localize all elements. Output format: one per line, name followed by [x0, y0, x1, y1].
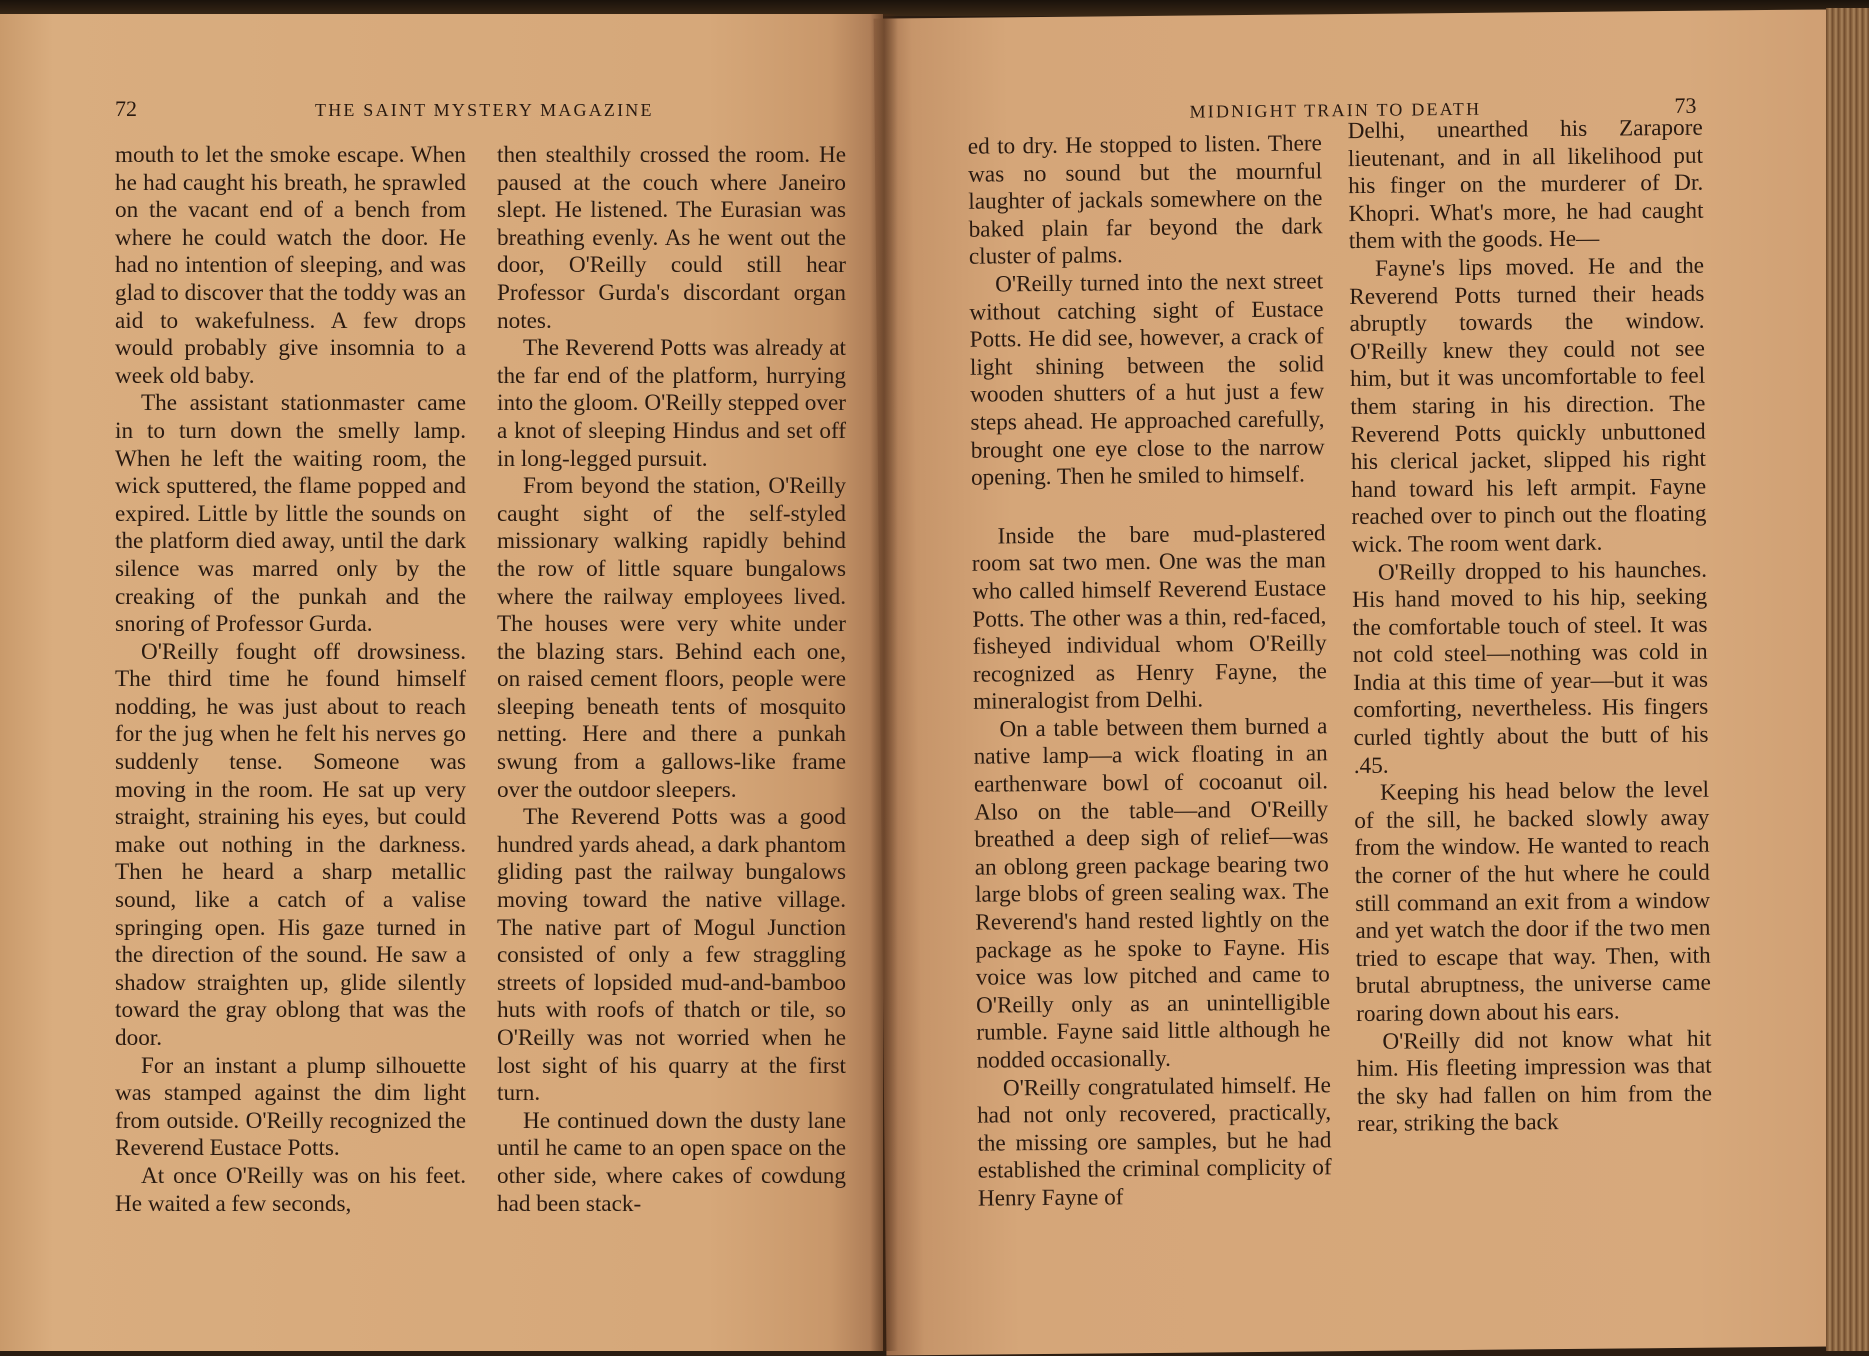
paragraph: O'Reilly turned into the next street without catching sight of Eustace Potts. He did see, however, a crack of light shining between the solid wooden shutters of a hut just a few steps ahead. He approached carefully, brought one eye close to the narrow opening. Then he smiled to himself. [969, 268, 1325, 491]
left-running-head: THE SAINT MYSTERY MAGAZINE [315, 100, 654, 120]
left-page-number: 72 [115, 96, 137, 121]
paragraph: The Reverend Potts was already at the far end of the platform, hurrying into the gloom. O'Reilly stepped over a knot of sleeping Hindus and set off in long-legged pursuit. [497, 335, 846, 472]
page-edge-stack [1826, 8, 1869, 1351]
paragraph: ed to dry. He stopped to listen. There was no sound but the mournful laughter of jackals somewhere on the baked plain far beyond the dark cluster of palms. [967, 130, 1323, 271]
right-page [874, 9, 1842, 1355]
paragraph: He continued down the dusty lane until he came to an open space on the other side, where cakes of cowdung had been stack- [497, 1107, 846, 1217]
left-column-1 [115, 142, 466, 1218]
paragraph: then stealthily crossed the room. He paused at the couch where Janeiro slept. He listened. The Eurasian was breathing evenly. As he went out the door, O'Reilly could still hear Professor Gurda's discordant organ notes. [497, 142, 846, 334]
paragraph: The Reverend Potts was a good hundred yards ahead, a dark phantom gliding past the railway bungalows moving toward the native village. The native part of Mogul Junction consisted of only a few straggling streets of lopsided mud-and-bamboo huts with roofs of thatch or tile, so O'Reilly was not worried when he lost sight of his quarry at the first turn. [497, 804, 846, 1107]
paragraph: Delhi, unearthed his Zarapore lieutenant, and in all likelihood put his finger on the murderer of Dr. Khopri. What's more, he had caught them with the goods. He— [1347, 114, 1704, 255]
left-page [0, 14, 883, 1351]
paragraph: Keeping his head below the level of the sill, he backed slowly away from the window. He wanted to reach the corner of the hut where he could still command an exit from a window and yet watch the door if the two men tried to escape that way. Then, with brutal abruptness, the universe came roaring down about his ears. [1354, 776, 1712, 1028]
paragraph: On a table between them burned a native lamp—a wick floating in an earthenware bowl of cocoanut oil. Also on the table—and O'Reilly breathed a deep sigh of relief—was an oblong green package bearing two large blobs of green sealing wax. The Reverend's hand rested lightly on the package as he spoke to Fayne. His voice was low pitched and came to O'Reilly only as an unintelligible rumble. Fayne said little although he nodded occasionally. [973, 713, 1331, 1074]
book-gutter-shadow [870, 14, 898, 1351]
paragraph: At once O'Reilly was on his feet. He waited a few seconds, [115, 1162, 466, 1217]
paragraph: O'Reilly dropped to his haunches. His hand moved to his hip, seeking the comfortable touch of steel. It was not cold steel—nothing was cold in India at this time of year—but it was comforting, nevertheless. His fingers curled tightly about the butt of his .45. [1352, 556, 1709, 779]
paragraph: For an instant a plump silhouette was stamped against the dim light from outside. O'Reilly recognized the Reverend Eustace Potts. [115, 1052, 466, 1162]
paragraph: Fayne's lips moved. He and the Reverend Potts turned their heads abruptly towards the window. O'Reilly knew they could not see him, but it was uncomfortable to feel them staring in his direction. The Reverend Potts quickly unbuttoned his clerical jacket, slipped his right hand toward his left armpit. Fayne reached over to pinch out the floating wick. The room went dark. [1349, 252, 1707, 558]
left-column-2 [497, 142, 846, 1218]
right-running-head: MIDNIGHT TRAIN TO DEATH [1189, 98, 1482, 122]
right-column-2 [1348, 115, 1713, 1139]
right-column-1 [968, 130, 1332, 1213]
paragraph: O'Reilly fought off drowsiness. The third time he found himself nodding, he was just about to reach for the jug when he felt his nerves go suddenly tense. Someone was moving in the room. He sat up very straight, straining his eyes, but could make out nothing in the darkness. Then he heard a sharp metallic sound, like a catch of a valise springing open. His gaze turned in the direction of the sound. He saw a shadow straighten up, glide silently toward the gray oblong that was the door. [115, 638, 466, 1051]
paragraph: O'Reilly congratulated himself. He had not only recovered, practically, the missing ore samples, but he had established the criminal complicity of Henry Fayne of [977, 1071, 1332, 1212]
paragraph: The assistant stationmaster came in to turn down the smelly lamp. When he left the waiting room, the wick sputtered, the flame popped and expired. Little by little the sounds on the platform died away, until the dark silence was marred only by the creaking of the punkah and the snoring of Professor Gurda. [115, 390, 466, 638]
paragraph: O'Reilly did not know what hit him. His fleeting impression was that the sky had fallen on him from the rear, striking the back [1356, 1025, 1713, 1138]
paragraph: mouth to let the smoke escape. When he had caught his breath, he sprawled on the vacant end of a bench from where he could watch the door. He had no intention of sleeping, and was glad to discover that the toddy was an aid to wakefulness. A few drops would probably give insomnia to a week old baby. [115, 142, 466, 389]
paragraph: Inside the bare mud-plastered room sat two men. One was the man who called himself Reverend Eustace Potts. The other was a thin, red-faced, fisheyed individual whom O'Reilly recognized as Henry Fayne, the mineralogist from Delhi. [971, 520, 1328, 715]
right-page-number: 73 [1674, 92, 1697, 118]
paragraph: From beyond the station, O'Reilly caught sight of the self-styled missionary walking rapidly behind the row of little square bungalows where the railway employees lived. The houses were very white under the blazing stars. Behind each one, on raised cement floors, people were sleeping beneath tents of mosquito netting. Here and there a punkah swung from a gallows-like frame over the outdoor sleepers. [497, 473, 846, 803]
